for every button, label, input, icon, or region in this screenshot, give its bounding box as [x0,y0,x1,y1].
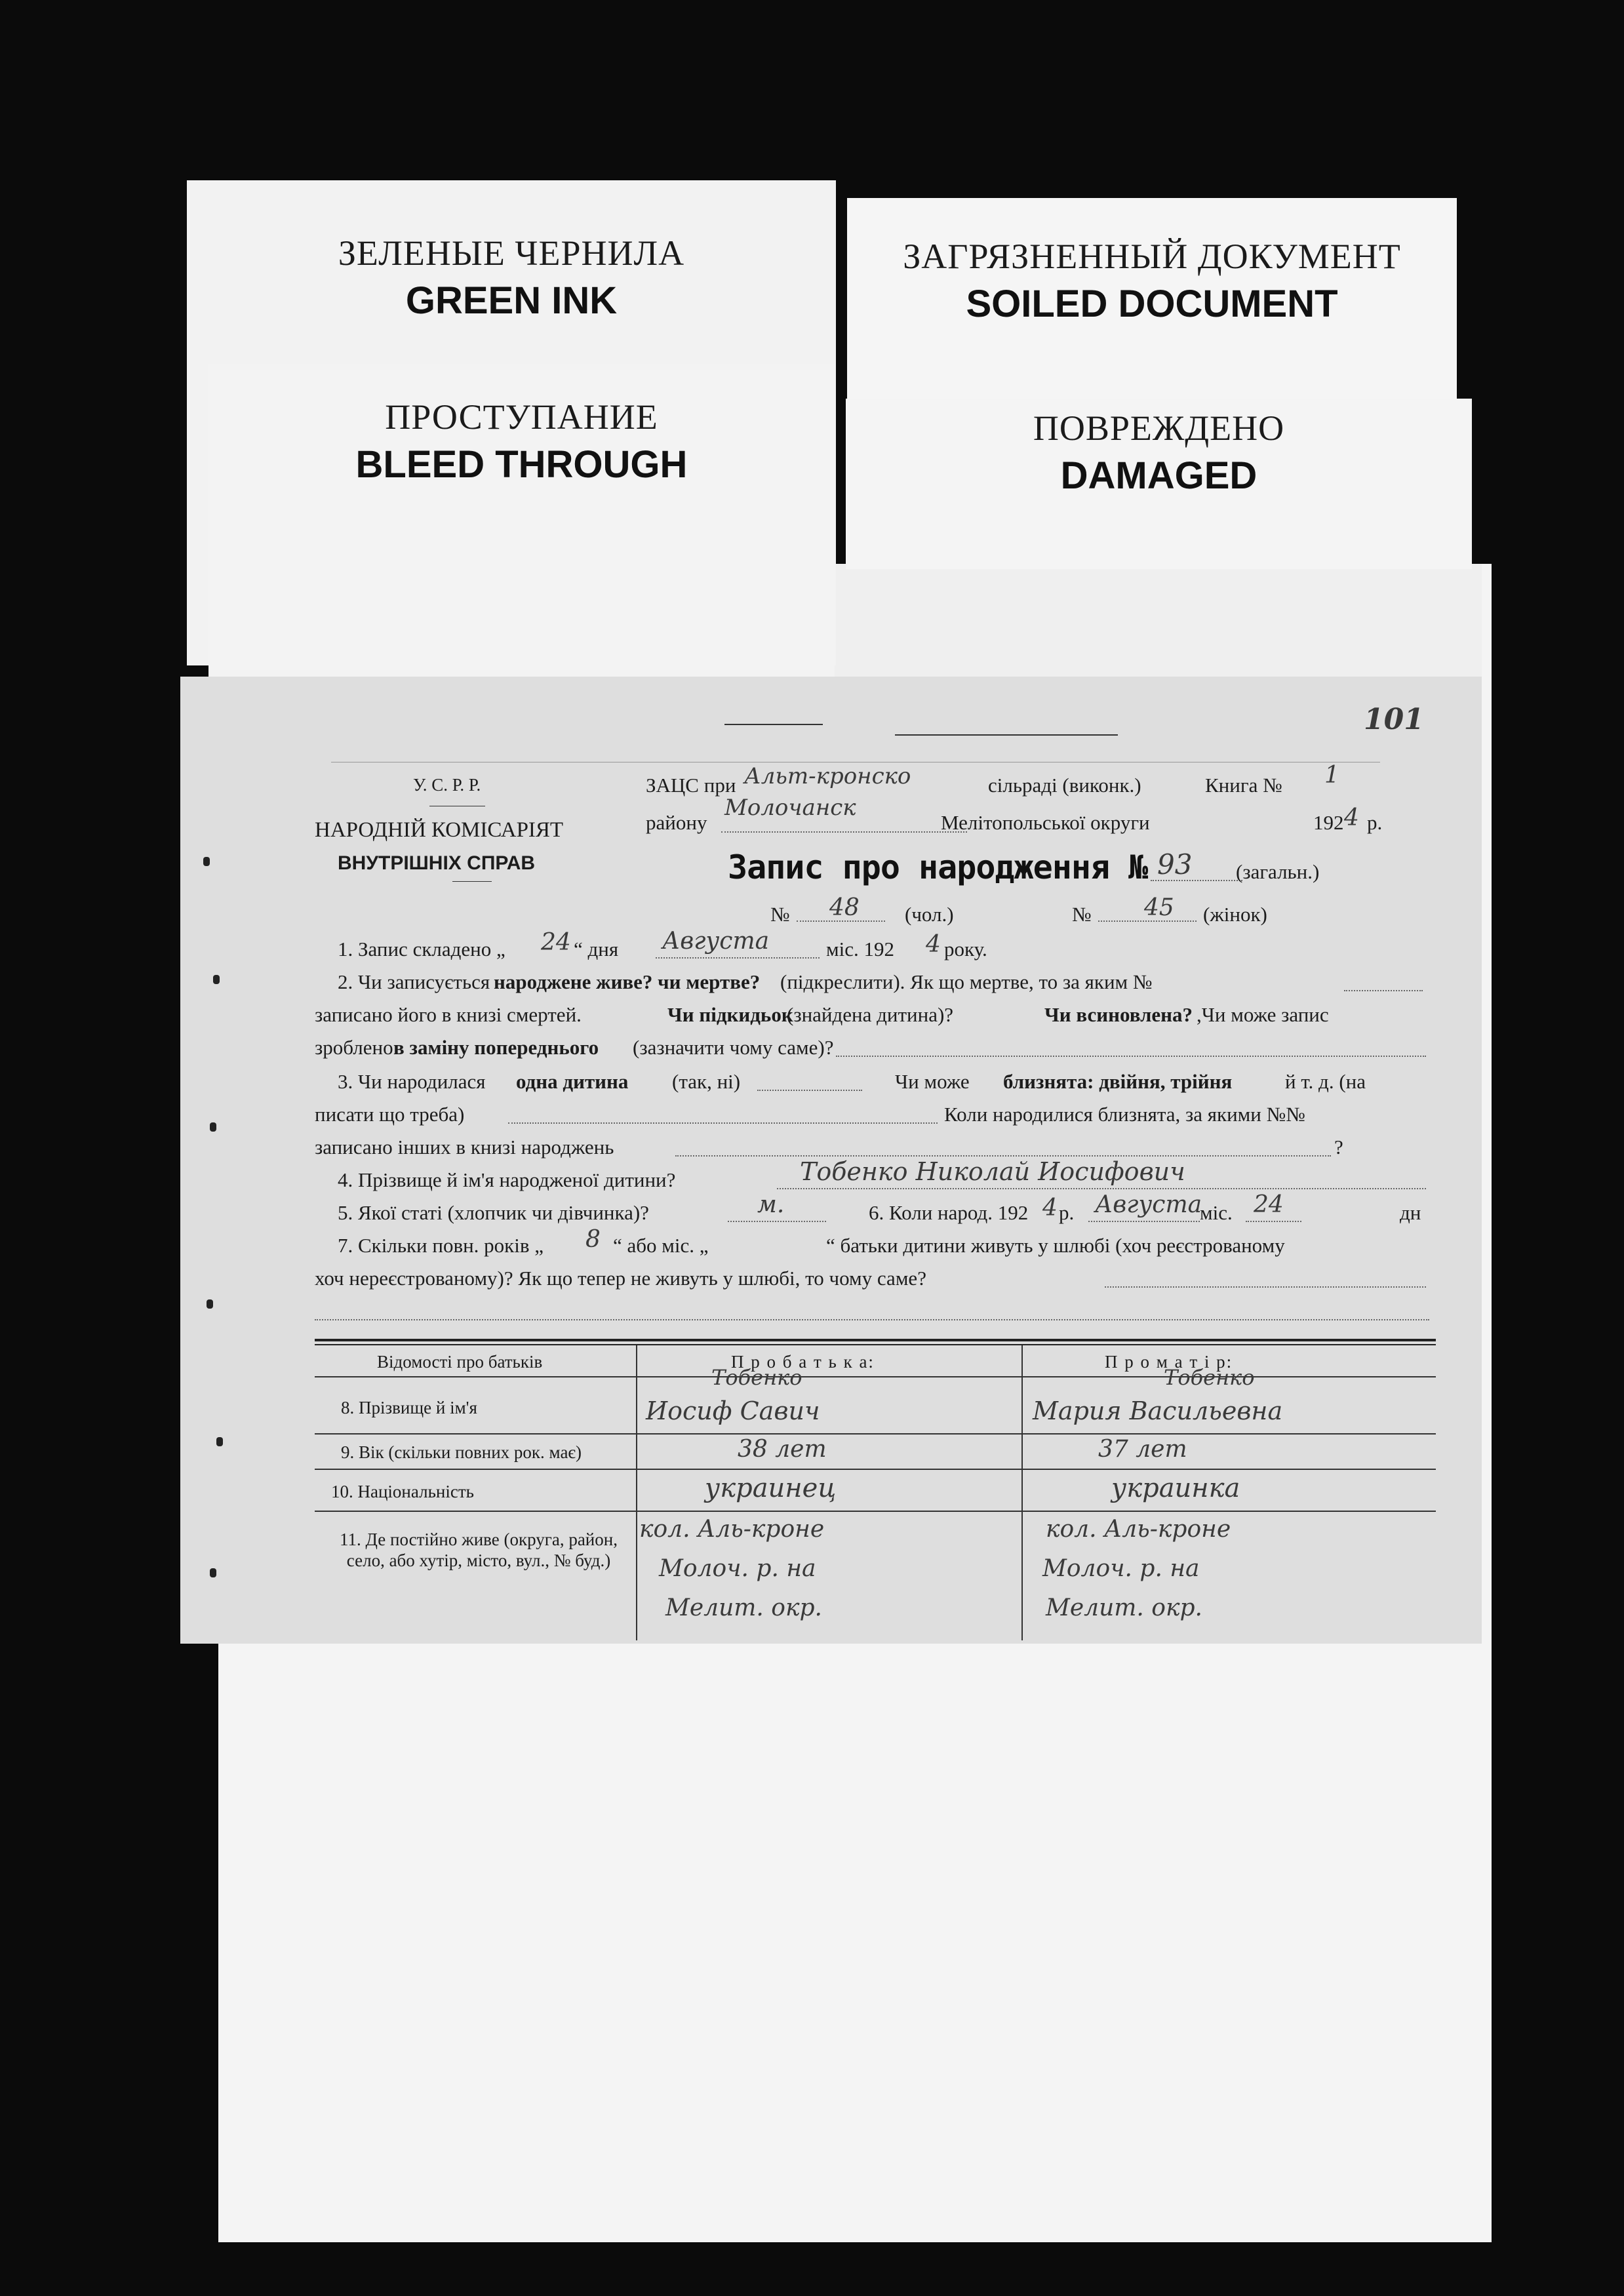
mother-residence-2: Молоч. р. на [1042,1555,1200,1582]
label-soiled-en: SOILED DOCUMENT [966,283,1338,325]
father-name: Иосиф Савич [646,1396,820,1425]
q4-answer: Тобенко Николай Иосифович [800,1157,1185,1186]
male-number: 48 [829,894,860,921]
q3-line3-b: ? [1334,1136,1343,1158]
female-no-label: № [1072,903,1092,926]
q3-line1-e: близнята: двійня, трійня [1003,1070,1233,1093]
q6-year-suffix: р. [1059,1201,1075,1224]
okrug-label: Мелітопольської округи [941,811,1150,834]
q3-line1-c: (так, ні) [672,1070,741,1093]
q3-line2-b: Коли народилися близнята, за якими №№ [944,1103,1305,1126]
q1-day-suffix: “ дня [574,938,619,960]
q6-label: 6. Коли народ. 192 [869,1201,1029,1224]
q1-year: 4 [926,931,941,958]
q3-line1-f: й т. д. (на [1285,1070,1366,1093]
q2-line2-c: (знайдена дитина)? [787,1003,954,1026]
mother-name: Мария Васильевна [1033,1396,1283,1425]
mother-age: 37 лет [1098,1436,1187,1463]
q2-line3-a: зроблено [315,1036,393,1059]
q2-line1-b: народжене живе? чи мертве? [494,970,761,993]
district-label: району [646,811,707,834]
q2-line2-b: Чи підкидьок [667,1003,793,1026]
table-header-mother: П р о м а т і р: [1105,1352,1233,1372]
q2-line2-e: ,Чи може запис [1197,1003,1329,1026]
q6-day: 24 [1254,1191,1284,1218]
father-surname: Тобенко [711,1365,802,1390]
q3-line1-b: одна дитина [516,1070,629,1093]
birth-record-document [180,677,1482,1644]
q7-years: 8 [585,1226,601,1253]
male-no-label: № [770,903,790,926]
q2-line1-a: 2. Чи записується [338,970,490,993]
row-age-label: 9. Вік (скільки повних рок. має) [341,1442,582,1462]
q7-line1-b: “ або міс. „ [613,1234,709,1257]
label-card-damaged [846,399,1472,569]
table-header-father: П р о б а т ь к а: [731,1352,875,1372]
year-digit: 4 [1344,804,1359,831]
mother-residence-1: кол. Аль-кроне [1046,1516,1231,1543]
q1-prefix: 1. Запис складено „ [338,938,505,960]
q1-year-prefix: міс. 192 [826,938,894,960]
label-damaged-ru: ПОВРЕЖДЕНО [1033,408,1285,448]
zags-suffix: сільраді (виконк.) [988,774,1141,797]
record-number: 93 [1157,848,1193,881]
label-bleed-ru: ПРОСТУПАНИЕ [385,397,658,437]
label-soiled-ru: ЗАГРЯЗНЕННЫЙ ДОКУМЕНТ [903,237,1401,276]
mother-residence-3: Мелит. окр. [1046,1594,1202,1621]
label-bleed-en: BLEED THROUGH [355,443,688,486]
female-number: 45 [1144,894,1174,921]
label-green-ink-ru: ЗЕЛЕНЫЕ ЧЕРНИЛА [338,233,685,273]
female-label: (жінок) [1203,903,1267,926]
q1-year-suffix: року. [944,938,987,960]
father-residence-1: кол. Аль-кроне [639,1516,825,1543]
q5-label: 5. Якої статі (хлопчик чи дівчинка)? [338,1201,649,1224]
row-nationality-label: 10. Національність [331,1482,474,1501]
q6-day-suffix: дн [1400,1201,1421,1224]
page-number: 101 [1364,703,1424,736]
zags-prefix: ЗАЦС при [646,774,736,797]
male-label: (чол.) [905,903,954,926]
father-residence-2: Молоч. р. на [659,1555,816,1582]
header-internal-affairs: ВНУТРІШНІХ СПРАВ [338,852,536,874]
q6-month-suffix: міс. [1200,1201,1233,1224]
father-nationality: украинец [705,1473,837,1503]
q3-line1-d: Чи може [895,1070,970,1093]
q1-month: Августа [662,928,770,955]
father-residence-3: Мелит. окр. [665,1594,822,1621]
q7-line1-a: 7. Скільки повн. років „ [338,1234,544,1257]
q7-line1-c: “ батьки дитини живуть у шлюбі (хоч реєстрованому [826,1234,1285,1257]
q2-line1-c: (підкреслити). Як що мертве, то за яким № [780,970,1153,993]
mother-nationality: украинка [1111,1473,1240,1503]
table-header-parents: Відомості про батьків [377,1352,543,1372]
q2-line3-b: в заміну попереднього [393,1036,599,1059]
q6-month: Августа [1095,1191,1202,1218]
general-label: (загальн.) [1236,860,1320,883]
header-commissariat: НАРОДНІЙ КОМІСАРІЯТ [315,818,564,842]
q2-line3-c: (зазначити чому саме)? [633,1036,834,1059]
header-ussr: У. С. Р. Р. [413,775,481,795]
father-age: 38 лет [738,1436,827,1463]
q3-line3-a: записано інших в книзі народжень [315,1136,614,1158]
q3-line2-a: писати що треба) [315,1103,465,1126]
q4-label: 4. Прізвище й ім'я народженої дитини? [338,1168,676,1191]
zags-village: Альт-кронско [744,763,911,789]
label-green-ink-en: GREEN INK [405,279,618,322]
q5-answer: м. [757,1191,785,1218]
district-value: Молочанск [724,795,856,821]
label-damaged-en: DAMAGED [1060,454,1258,497]
book-label: Книга № [1205,774,1282,797]
q7-line2: хоч нереєстрованому)? Як що тепер не живуть у шлюбі, то чому саме? [315,1267,926,1290]
label-card-soiled [847,198,1457,408]
row-name-label: 8. Прізвище й ім'я [341,1398,477,1417]
q3-line1-a: 3. Чи народилася [338,1070,486,1093]
label-card-bleed [208,364,835,679]
book-number: 1 [1324,762,1339,789]
q1-day: 24 [541,929,571,956]
year-suffix: р. [1367,811,1383,834]
q6-year: 4 [1042,1195,1058,1221]
record-title: Запис про народження № [728,848,1148,886]
row-residence-label: 11. Де постійно живе (округа, район, село, або хутір, місто, вул., № буд.) [340,1530,618,1570]
mother-surname: Тобенко [1164,1365,1255,1390]
year-prefix: 192 [1313,811,1344,834]
q2-line2-a: записано його в книзі смертей. [315,1003,582,1026]
q2-line2-d: Чи всиновлена? [1044,1003,1193,1026]
